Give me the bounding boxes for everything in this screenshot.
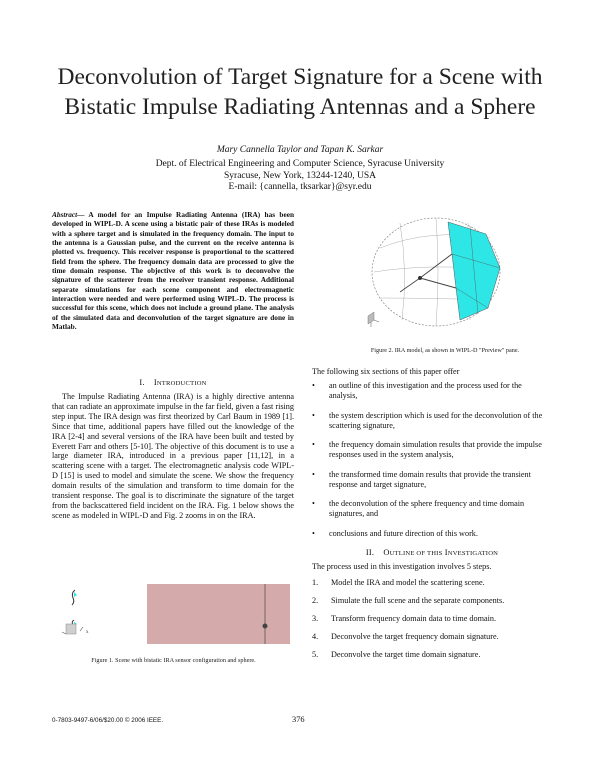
bullet-icon: • <box>312 528 315 538</box>
list-item: • conclusions and future direction of this work. <box>312 528 478 538</box>
list-item: • the deconvolution of the sphere frequency and time domain signatures, and <box>312 499 525 518</box>
list-item: 2. Simulate the full scene and the separate components. <box>312 596 505 605</box>
sections-intro: The following six sections of this paper offer <box>312 367 460 376</box>
bullet-icon: • <box>312 440 315 449</box>
figure-2-graphic <box>360 208 530 340</box>
list-item: 4. Deconvolve the target frequency domain signature. <box>312 632 499 641</box>
affiliation-city: Syracuse, New York, 13244-1240, USA <box>224 171 376 181</box>
section-1-rest: NTRODUCTION <box>156 380 207 387</box>
abstract-body: — A model for an Impulse Radiating Antenna (IRA) has been developed in WIPL-D. A scene using a bistatic pair of these IRAs is modeled with a sphere target and is simulated in the frequency domain. The input to the antenna is a Gaussian pulse, and the current on the receive antenna is plotted vs. frequency. This receiver response is proportional to the scattered field from the sphere. The frequency domain data are processed to give the time domain response. The objective of this work is to deconvolve the signature of the scatterer from the receiver transient response. Additional separate simulations for each scene component and electromagnetic interaction were needed and were performed using WIPL-D. The process is successful for this scene, which does not include a ground plane. The analysis of the simulated data and deconvolution of the target signature are done in Matlab. <box>52 210 294 332</box>
section-heading-outline: II. OUTLINE OF THIS INVESTIGATION <box>365 548 499 557</box>
bullet-icon: • <box>312 410 315 420</box>
list-item: 5. Deconvolve the target time domain signature. <box>312 650 481 659</box>
sphere-target-icon <box>263 624 268 629</box>
tx-reflector-icon <box>74 592 77 597</box>
figure-2 <box>360 208 530 340</box>
figure-1-graphic <box>52 582 295 648</box>
ira-mesh-icon <box>372 218 500 326</box>
process-steps <box>312 578 552 668</box>
section-1-number: I. <box>139 378 145 387</box>
list-item: • the transformed time domain results that provide the transient response and target signature, <box>312 469 531 489</box>
footer-copyright: 0-7803-9497-6/06/$20.00 © 2006 IEEE. <box>52 717 164 724</box>
section-2-number: II. <box>365 548 375 557</box>
affiliation-dept: Dept. of Electrical Engineering and Computer Science, Syracuse University <box>155 159 445 169</box>
process-intro: The process used in this investigation involves 5 steps. <box>312 562 492 571</box>
authors: Mary Cannella Taylor and Tapan K. Sarkar <box>216 145 384 155</box>
list-item: 3. Transform frequency domain data to time domain. <box>312 614 497 623</box>
bullet-icon: • <box>312 469 315 479</box>
figure-2-caption: Figure 2. IRA model, as shown in WIPL-D "Preview" pane. <box>370 347 520 354</box>
list-item: 1. Model the IRA and model the scattering scene. <box>312 578 485 587</box>
axis-triad-icon <box>368 312 379 327</box>
axis-arrow-icon <box>80 627 83 631</box>
abstract-lead: Abstract <box>52 210 78 219</box>
bullet-icon: • <box>312 381 315 390</box>
bullet-icon: • <box>312 499 315 508</box>
ground-block-icon <box>66 624 76 634</box>
tx-antenna-icon <box>72 590 75 605</box>
paper-title <box>40 62 560 122</box>
section-heading-introduction <box>52 378 294 387</box>
affiliation-email: E-mail: {cannella, tksarkar}@syr.edu <box>228 182 372 192</box>
axis-x-label: x <box>86 630 89 635</box>
section-1-cap: I <box>153 378 157 387</box>
scene-target-area <box>147 584 290 644</box>
figure-1-caption: Figure 1. Scene with bistatic IRA sensor configuration and sphere. <box>91 657 256 664</box>
axis-arrow-icon <box>62 632 66 634</box>
sections-list <box>312 381 548 548</box>
page-number: 376 <box>292 715 305 724</box>
figure-1 <box>52 582 295 648</box>
abstract <box>52 210 294 331</box>
antenna-group <box>62 590 83 634</box>
intro-paragraph: The Impulse Radiating Antenna (IRA) is a highly directive antenna that can radiate an approximate impulse in the far field, given a fast rising step input. The IRA design was first theorized by Carl Baum in 1989 [1]. Since that time, additional papers have filled out the knowledge of the IRA [2-4] and several versions of the IRA have been built and tested by Everett Farr and others [5-10]. The objective of this document is to use a large diameter IRA, introduced in a previous paper [11,12], in a scattering scene with a target. The electromagnetic analysis code WIPL-D [15] is used to model and simulate the scene. We show the frequency domain results of the simulation and transform to time domain for the transient response. The goal is to discriminate the signature of the target from the backscattered field incident on the IRA. Fig. 1 below shows the scene as modeled in WIPL-D and Fig. 2 zooms in on the IRA. <box>52 392 294 520</box>
title-line-1: Deconvolution of Target Signature for a Scene with <box>57 64 543 90</box>
list-item: • the system description which is used for the deconvolution of the scattering signature, <box>312 410 543 430</box>
list-item: • an outline of this investigation and the process used for the analysis, <box>312 381 522 400</box>
list-item: • the frequency domain simulation results that provide the impulse responses used in the system analysis, <box>312 440 542 459</box>
title-line-2: Bistatic Impulse Radiating Antennas and a Sphere <box>64 94 536 120</box>
